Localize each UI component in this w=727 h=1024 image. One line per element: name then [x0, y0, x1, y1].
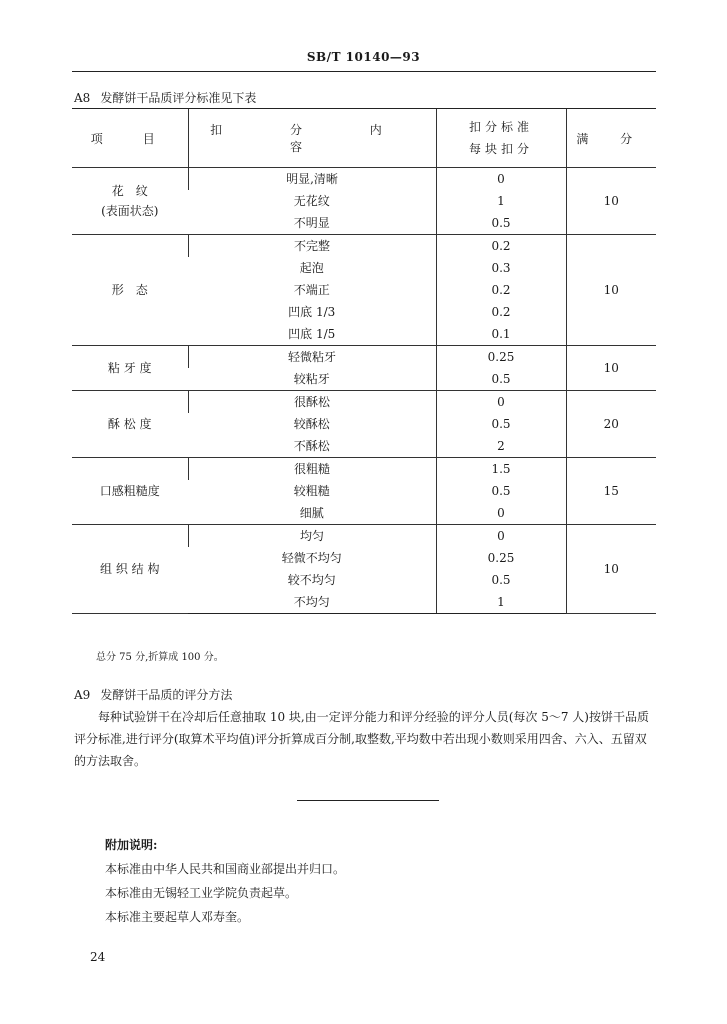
criterion-name [72, 168, 188, 235]
deduction-content: 不酥松 [188, 435, 436, 458]
criterion-name-line1: 形 态 [111, 283, 148, 297]
deduction-value: 0 [436, 502, 566, 525]
deduction-value: 0.5 [436, 480, 566, 502]
deduction-content: 轻微不均匀 [281, 551, 342, 565]
appendix-line: 本标准主要起草人邓寿奎。 [105, 910, 250, 924]
criterion-name [72, 235, 188, 346]
appendix-notes [105, 833, 345, 929]
deduction-content: 较粗糙 [293, 484, 330, 498]
deduction-value: 0.5 [436, 368, 566, 391]
criterion-name-line1: 口感粗糙度 [99, 484, 160, 498]
section-a8-title: 发酵饼干品质评分标准见下表 [100, 91, 257, 105]
criterion-name-line2: (表面状态) [101, 204, 159, 218]
appendix-line: 本标准由中华人民共和国商业部提出并归口。 [105, 862, 346, 876]
deduction-value: 0.2 [436, 235, 566, 258]
deduction-content: 无花纹 [293, 194, 330, 208]
deduction-content: 很酥松 [188, 391, 436, 414]
section-a9-number: A9 [74, 688, 91, 702]
deduction-value: 1 [436, 190, 566, 212]
full-score: 20 [566, 391, 656, 458]
criterion-name [72, 458, 188, 525]
deduction-content: 均匀 [188, 525, 436, 548]
deduction-content: 较不均匀 [287, 573, 336, 587]
deduction-value: 0 [436, 168, 566, 191]
appendix-line: 本标准由无锡轻工业学院负责起草。 [105, 886, 298, 900]
page-number: 24 [90, 950, 106, 964]
header-item: 项 目 [72, 109, 188, 168]
deduction-content: 不均匀 [188, 591, 436, 614]
header-full: 满 分 [566, 109, 656, 168]
deduction-value: 0.2 [436, 301, 566, 323]
table-row [72, 525, 656, 548]
deduction-content: 较酥松 [293, 417, 330, 431]
criterion-name-line1: 组 织 结 构 [100, 562, 160, 576]
deduction-value: 0.5 [436, 413, 566, 435]
table-row [72, 458, 656, 481]
criterion-name [72, 525, 188, 614]
criterion-name-line1: 酥 松 度 [107, 417, 152, 431]
deduction-value: 1.5 [436, 458, 566, 481]
grading-table [72, 108, 656, 614]
full-score: 10 [566, 168, 656, 235]
criterion-name [72, 346, 188, 391]
table-header-row [72, 109, 656, 168]
full-score: 10 [566, 235, 656, 346]
deduction-value: 0.1 [436, 323, 566, 346]
deduction-value: 2 [436, 435, 566, 458]
section-divider [297, 800, 439, 801]
header-standard [436, 109, 566, 168]
deduction-content: 细腻 [188, 502, 436, 525]
full-score: 15 [566, 458, 656, 525]
section-a9-heading [74, 686, 232, 703]
deduction-value: 0.5 [436, 212, 566, 235]
header-standard-line1: 扣分标准 [468, 120, 533, 134]
table-row [72, 235, 656, 258]
deduction-content: 凹底 1/5 [188, 323, 436, 346]
header-content: 扣 分 内 容 [188, 109, 436, 168]
deduction-value: 0 [436, 391, 566, 414]
criterion-name-line1: 花 纹 [111, 184, 148, 198]
table-note: 总分 75 分,折算成 100 分。 [96, 652, 224, 663]
table-row [72, 168, 656, 191]
deduction-content: 很粗糙 [188, 458, 436, 481]
deduction-content: 不端正 [293, 283, 330, 297]
standard-code: SB/T 10140—93 [306, 50, 421, 64]
section-a8-heading [74, 89, 256, 106]
deduction-value: 0.3 [436, 257, 566, 279]
deduction-value: 0.25 [436, 346, 566, 369]
deduction-content: 轻微粘牙 [188, 346, 436, 369]
table-row [72, 346, 656, 369]
deduction-value: 0 [436, 525, 566, 548]
deduction-content: 起泡 [299, 261, 324, 275]
full-score: 10 [566, 525, 656, 614]
section-a8-number: A8 [74, 91, 91, 105]
deduction-value: 0.25 [436, 547, 566, 569]
full-score: 10 [566, 346, 656, 391]
deduction-value: 0.5 [436, 569, 566, 591]
appendix-title: 附加说明: [105, 838, 158, 852]
deduction-content: 凹底 1/3 [288, 305, 336, 319]
section-a9-title: 发酵饼干品质的评分方法 [100, 688, 233, 702]
deduction-content: 明显,清晰 [188, 168, 436, 191]
criterion-name [72, 391, 188, 458]
deduction-value: 0.2 [436, 279, 566, 301]
header-standard-line2: 每块扣分 [468, 142, 533, 156]
section-a9-body: 每种试验饼干在冷却后任意抽取 10 块,由一定评分能力和评分经验的评分人员(每次 5～7 人)按饼干品质评分标准,进行评分(取算术平均值)评分折算成百分制,取整数,平均数中若出现小数则采用四舍、六入、五留双的方法取舍。 [74, 710, 649, 768]
criterion-name-line1: 粘 牙 度 [107, 361, 152, 375]
header-rule [72, 71, 656, 72]
table-row [72, 391, 656, 414]
deduction-value: 1 [436, 591, 566, 614]
deduction-content: 不完整 [188, 235, 436, 258]
deduction-content: 较粘牙 [188, 368, 436, 391]
deduction-content: 不明显 [188, 212, 436, 235]
